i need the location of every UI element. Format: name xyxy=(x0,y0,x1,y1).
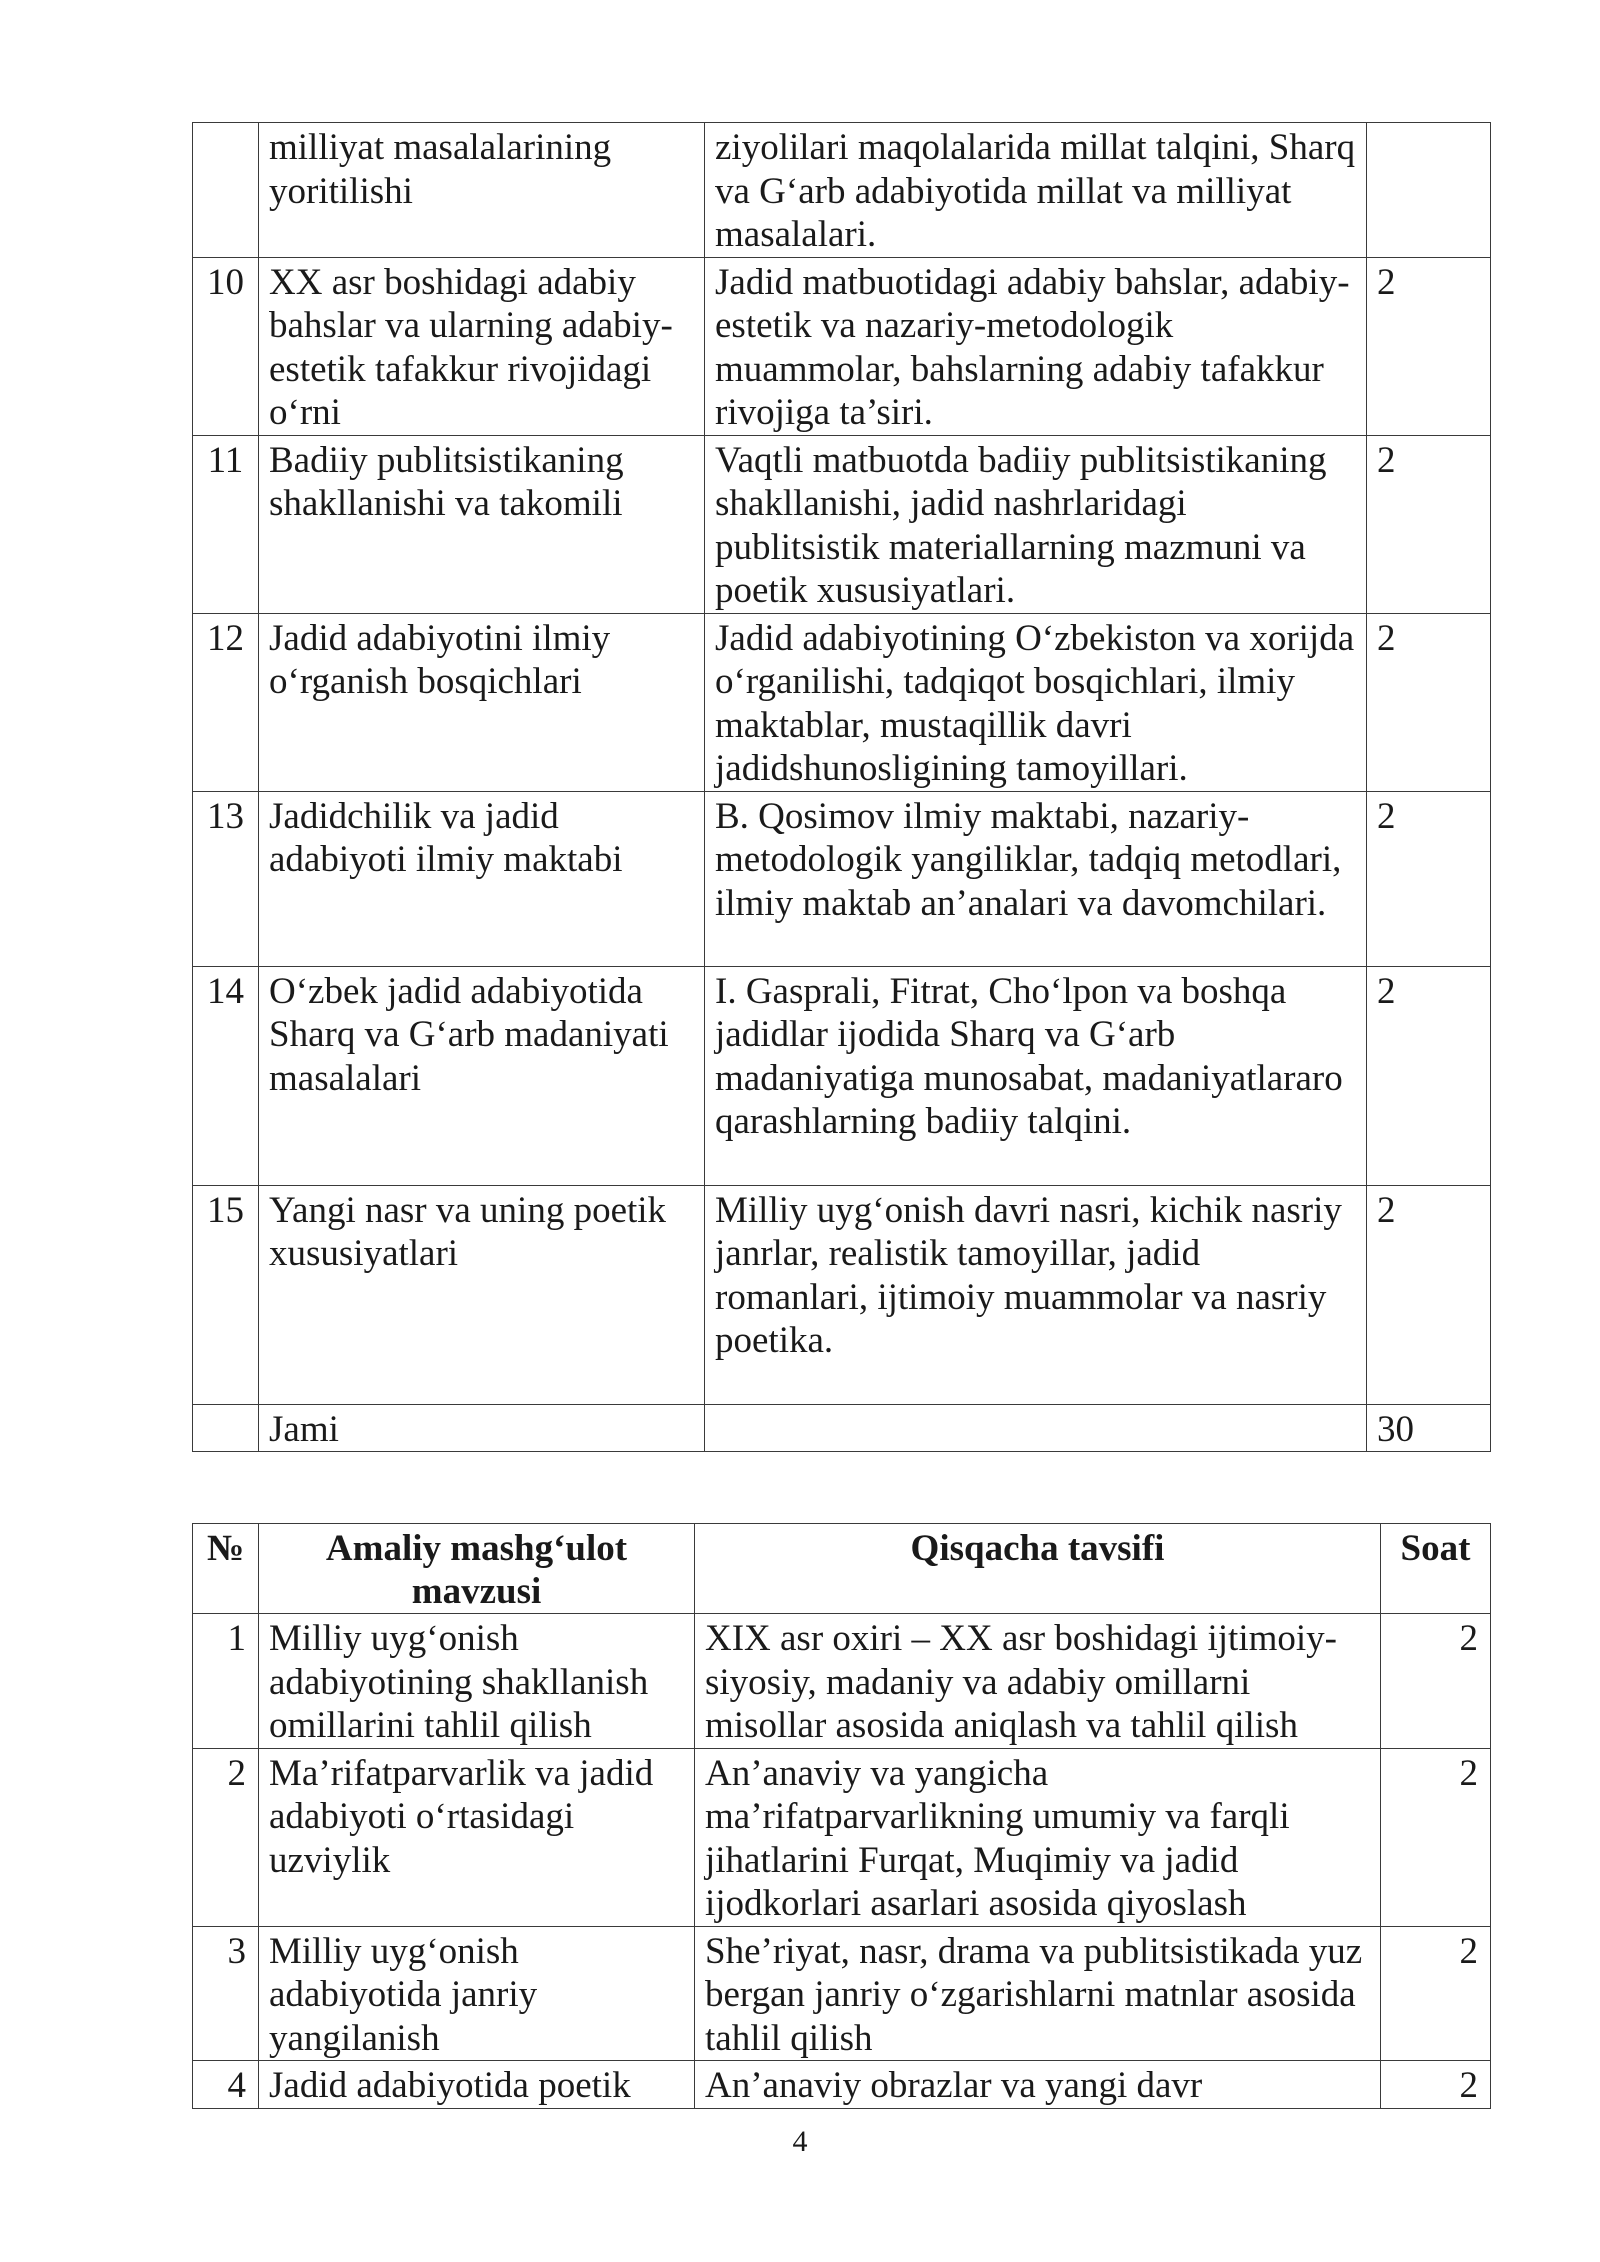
table-row xyxy=(193,1185,1491,1404)
table-row xyxy=(193,1614,1491,1749)
topics-table xyxy=(192,122,1491,1452)
table-row xyxy=(193,966,1491,1185)
hours-cell: 2 xyxy=(1367,791,1491,966)
description-cell: An’anaviy va yangicha ma’rifatparvarlikning umumiy va farqli jihatlarini Furqat, Muqimiy va jadid ijodkorlari asarlari asosida qiyoslash xyxy=(695,1748,1381,1926)
table-row xyxy=(193,1748,1491,1926)
row-number: 10 xyxy=(193,257,259,435)
topic-cell: Milliy uyg‘onish adabiyotining shakllanish omillarini tahlil qilish xyxy=(259,1614,695,1749)
header-number: № xyxy=(193,1524,259,1614)
table-row xyxy=(193,435,1491,613)
topic-cell: Jadid adabiyotida poetik xyxy=(259,2061,695,2109)
description-cell: Jadid adabiyotining O‘zbekiston va xorijda o‘rganilishi, tadqiqot bosqichlari, ilmiy maktablar, mustaqillik davri jadidshunosligining tamoyillari. xyxy=(705,613,1367,791)
header-row xyxy=(193,1524,1491,1614)
row-number: 11 xyxy=(193,435,259,613)
total-number xyxy=(193,1404,259,1452)
hours-cell: 2 xyxy=(1381,2061,1491,2109)
total-row xyxy=(193,1404,1491,1452)
description-cell: Milliy uyg‘onish davri nasri, kichik nasriy janrlar, realistik tamoyillar, jadid romanlari, ijtimoiy muammolar va nasriy poetika. xyxy=(705,1185,1367,1404)
hours-cell: 2 xyxy=(1367,257,1491,435)
hours-cell: 2 xyxy=(1367,966,1491,1185)
row-number: 12 xyxy=(193,613,259,791)
table-row xyxy=(193,123,1491,258)
hours-cell: 2 xyxy=(1367,1185,1491,1404)
total-label: Jami xyxy=(259,1404,705,1452)
description-cell: Jadid matbuotidagi adabiy bahslar, adabiy-estetik va nazariy-metodologik muammolar, bahslarning adabiy tafakkur rivojiga ta’siri. xyxy=(705,257,1367,435)
row-number: 15 xyxy=(193,1185,259,1404)
row-number: 13 xyxy=(193,791,259,966)
practical-lessons-table xyxy=(192,1523,1491,2109)
table-row xyxy=(193,1926,1491,2061)
topic-cell: Jadid adabiyotini ilmiy o‘rganish bosqichlari xyxy=(259,613,705,791)
row-number: 14 xyxy=(193,966,259,1185)
table-row xyxy=(193,2061,1491,2109)
topic-cell: Badiiy publitsistikaning shakllanishi va takomili xyxy=(259,435,705,613)
description-cell: I. Gasprali, Fitrat, Cho‘lpon va boshqa jadidlar ijodida Sharq va G‘arb madaniyatiga munosabat, madaniyatlararo qarashlarning badiiy talqini. xyxy=(705,966,1367,1185)
table-row xyxy=(193,613,1491,791)
hours-cell: 2 xyxy=(1381,1748,1491,1926)
table-row xyxy=(193,791,1491,966)
topic-cell: milliyat masalalarining yoritilishi xyxy=(259,123,705,258)
row-number: 4 xyxy=(193,2061,259,2109)
hours-cell: 2 xyxy=(1381,1926,1491,2061)
total-hours: 30 xyxy=(1367,1404,1491,1452)
row-number xyxy=(193,123,259,258)
header-description: Qisqacha tavsifi xyxy=(695,1524,1381,1614)
hours-cell: 2 xyxy=(1381,1614,1491,1749)
description-cell: An’anaviy obrazlar va yangi davr xyxy=(695,2061,1381,2109)
topic-cell: O‘zbek jadid adabiyotida Sharq va G‘arb madaniyati masalalari xyxy=(259,966,705,1185)
topic-cell: Ma’rifatparvarlik va jadid adabiyoti o‘rtasidagi uzviylik xyxy=(259,1748,695,1926)
hours-cell xyxy=(1367,123,1491,258)
row-number: 2 xyxy=(193,1748,259,1926)
hours-cell: 2 xyxy=(1367,435,1491,613)
topic-cell: Yangi nasr va uning poetik xususiyatlari xyxy=(259,1185,705,1404)
description-cell: XIX asr oxiri – XX asr boshidagi ijtimoiy-siyosiy, madaniy va adabiy omillarni misollar asosida aniqlash va tahlil qilish xyxy=(695,1614,1381,1749)
table-row xyxy=(193,257,1491,435)
description-cell: ziyolilari maqolalarida millat talqini, Sharq va G‘arb adabiyotida millat va milliyat masalalari. xyxy=(705,123,1367,258)
total-description xyxy=(705,1404,1367,1452)
topic-cell: Jadidchilik va jadid adabiyoti ilmiy maktabi xyxy=(259,791,705,966)
description-cell: She’riyat, nasr, drama va publitsistikada yuz bergan janriy o‘zgarishlarni matnlar asosida tahlil qilish xyxy=(695,1926,1381,2061)
row-number: 1 xyxy=(193,1614,259,1749)
hours-cell: 2 xyxy=(1367,613,1491,791)
topic-cell: Milliy uyg‘onish adabiyotida janriy yangilanish xyxy=(259,1926,695,2061)
page-number: 4 xyxy=(792,2125,808,2158)
header-hours: Soat xyxy=(1381,1524,1491,1614)
header-topic: Amaliy mashg‘ulot mavzusi xyxy=(259,1524,695,1614)
description-cell: Vaqtli matbuotda badiiy publitsistikaning shakllanishi, jadid nashrlaridagi publitsistik materiallarning mazmuni va poetik xususiyatlari. xyxy=(705,435,1367,613)
row-number: 3 xyxy=(193,1926,259,2061)
topic-cell: XX asr boshidagi adabiy bahslar va ularning adabiy-estetik tafakkur rivojidagi o‘rni xyxy=(259,257,705,435)
description-cell: B. Qosimov ilmiy maktabi, nazariy-metodologik yangiliklar, tadqiq metodlari, ilmiy maktab an’analari va davomchilari. xyxy=(705,791,1367,966)
